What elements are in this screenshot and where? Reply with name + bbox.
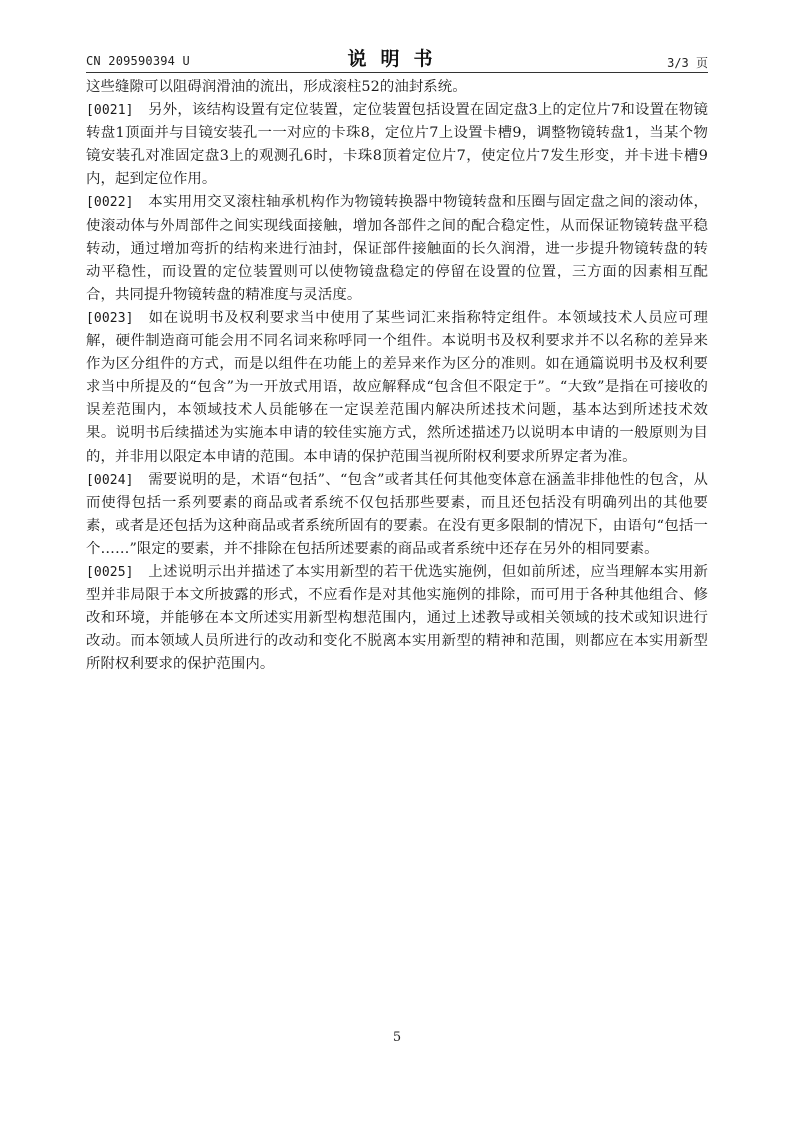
paragraph-text: 上述说明示出并描述了本实用新型的若干优选实施例，但如前所述，应当理解本实用新型并非局限于本文所披露的形式，不应看作是对其他实施例的排除，而可用于各种其他组合、修改和环境，并能够在本文所述实用新型构想范围内，通过上述教导或相关领域的技术或知识进行改动。而本领域人员所进行的改动和变化不脱离本实用新型的精神和范围，则都应在本实用新型所附权利要求的保护范围内。 xyxy=(86,563,708,673)
paragraph-0023 xyxy=(86,307,708,469)
paragraph-text: 另外，该结构设置有定位装置，定位装置包括设置在固定盘3上的定位片7和设置在物镜转盘1顶面并与目镜安装孔一一对应的卡珠8，定位片7上设置卡槽9，调整物镜转盘1，当某个物镜安装孔对准固定盘3上的观测孔6时，卡珠8顶着定位片7，使定位片7发生形变，并卡进卡槽9内，起到定位作用。 xyxy=(86,102,708,188)
page-header xyxy=(86,46,708,74)
paragraph-text: 需要说明的是，术语“包括”、“包含”或者其任何其他变体意在涵盖非排他性的包含，从而使得包括一系列要素的商品或者系统不仅包括那些要素，而且还包括没有明确列出的其他要素，或者是还包括为这种商品或者系统所固有的要素。在没有更多限制的情况下，由语句“包括一个……”限定的要素，并不排除在包括所述要素的商品或者系统中还存在另外的相同要素。 xyxy=(86,471,708,557)
paragraph-number: [0021] xyxy=(86,103,134,119)
paragraph-number: [0023] xyxy=(86,310,134,326)
paragraph-number: [0025] xyxy=(86,564,134,580)
paragraph-number: [0024] xyxy=(86,472,134,488)
page-indicator: 3/3 页 xyxy=(667,56,708,70)
header-divider xyxy=(86,72,708,73)
paragraph-0025 xyxy=(86,561,708,676)
paragraph-text: 这些缝隙可以阻碍润滑油的流出，形成滚柱52的油封系统。 xyxy=(86,79,467,95)
paragraph-text: 如在说明书及权利要求当中使用了某些词汇来指称特定组件。本领域技术人员应可理解，硬件制造商可能会用不同名词来称呼同一个组件。本说明书及权利要求并不以名称的差异来作为区分组件的方式，而是以组件在功能上的差异来作为区分的准则。如在通篇说明书及权利要求当中所提及的“包含”为一开放式用语，故应解释成“包含但不限定于”。“大致”是指在可接收的误差范围内，本领域技术人员能够在一定误差范围内解决所述技术问题，基本达到所述技术效果。说明书后续描述为实施本申请的较佳实施方式，然所述描述乃以说明本申请的一般原则为目的，并非用以限定本申请的范围。本申请的保护范围当视所附权利要求所界定者为准。 xyxy=(86,309,708,465)
document-title: 说明书 xyxy=(347,48,447,70)
patent-number: CN 209590394 U xyxy=(86,54,190,68)
paragraph-text: 本实用用交叉滚柱轴承机构作为物镜转换器中物镜转盘和压圈与固定盘之间的滚动体，使滚动体与外周部件之间实现线面接触，增加各部件之间的配合稳定性，从而保证物镜转盘平稳转动，通过增加弯折的结构来进行油封，保证部件接触面的长久润滑，进一步提升物镜转盘的转动平稳性，而设置的定位装置则可以使物镜盘稳定的停留在设置的位置，三方面的因素相互配合，共同提升物镜转盘的精准度与灵活度。 xyxy=(86,194,708,303)
page-number: 5 xyxy=(392,1030,402,1045)
document-body xyxy=(86,76,708,676)
paragraph-0021 xyxy=(86,99,708,191)
paragraph-0022 xyxy=(86,191,708,306)
paragraph-0024 xyxy=(86,469,708,561)
paragraph-number: [0022] xyxy=(86,195,134,211)
paragraph-continuation xyxy=(86,76,708,99)
